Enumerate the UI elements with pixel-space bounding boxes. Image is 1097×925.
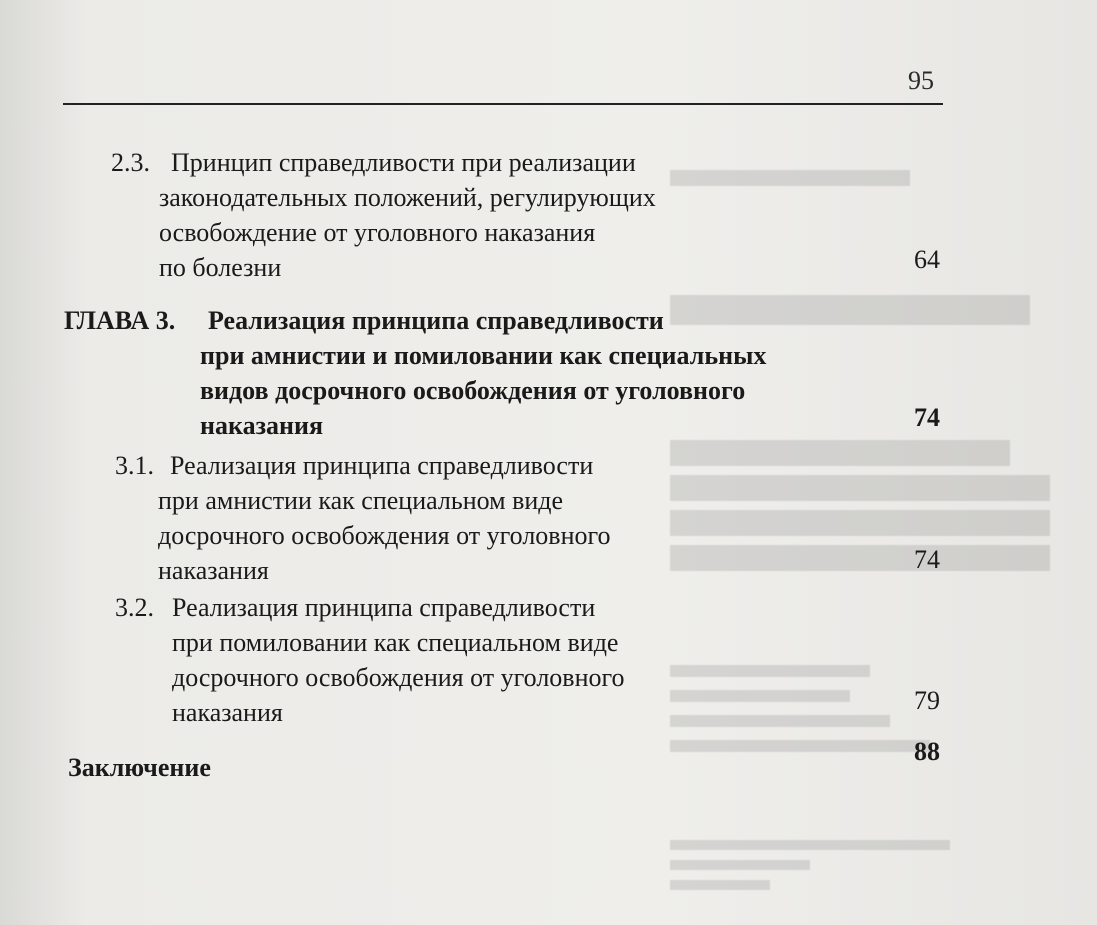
title-line: Принцип справедливости при реализации xyxy=(171,148,636,177)
page-ref: 74 xyxy=(914,545,940,574)
section-title xyxy=(172,590,625,730)
title-line: по болезни xyxy=(159,253,282,282)
section-number: 3.2. xyxy=(115,593,154,622)
conclusion-title: Заключение xyxy=(68,753,211,782)
title-line: при помиловании как специальном виде xyxy=(172,628,619,657)
title-line: Реализация принципа справедливости xyxy=(170,451,594,480)
header-rule xyxy=(63,103,943,105)
toc-entry-3-2 xyxy=(115,590,625,730)
title-line: законодательных положений, регулирующих xyxy=(159,183,656,212)
title-line: освобождение от уголовного наказания xyxy=(159,218,596,247)
title-line: досрочного освобождения от уголовного xyxy=(172,663,625,692)
title-line: при амнистии как специальном виде xyxy=(158,486,564,515)
toc-entry-conclusion xyxy=(68,750,211,785)
title-line: Реализация принципа справедливости xyxy=(172,593,596,622)
title-line: досрочного освобождения от уголовного xyxy=(158,521,611,550)
page-ref: 74 xyxy=(914,403,940,432)
page-ref: 64 xyxy=(914,245,940,274)
toc-entry-2-3 xyxy=(111,145,656,285)
chapter-number: ГЛАВА 3. xyxy=(64,306,176,335)
toc-entry-chapter-3 xyxy=(64,303,766,443)
title-line: видов досрочного освобождения от уголовного xyxy=(200,376,746,405)
title-line: наказания xyxy=(200,411,324,440)
section-number: 2.3. xyxy=(111,148,150,177)
title-line: при амнистии и помиловании как специальных xyxy=(200,341,767,370)
title-line: наказания xyxy=(172,698,283,727)
chapter-title xyxy=(200,303,766,443)
title-line: наказания xyxy=(158,556,269,585)
section-number: 3.1. xyxy=(115,451,154,480)
title-line: Реализация принципа справедливости xyxy=(208,306,664,335)
page-ref: 88 xyxy=(914,737,940,766)
toc-entry-3-1 xyxy=(115,448,611,588)
page-number: 95 xyxy=(908,66,934,95)
section-title xyxy=(159,145,656,285)
section-title xyxy=(158,448,611,588)
page-ref: 79 xyxy=(914,686,940,715)
